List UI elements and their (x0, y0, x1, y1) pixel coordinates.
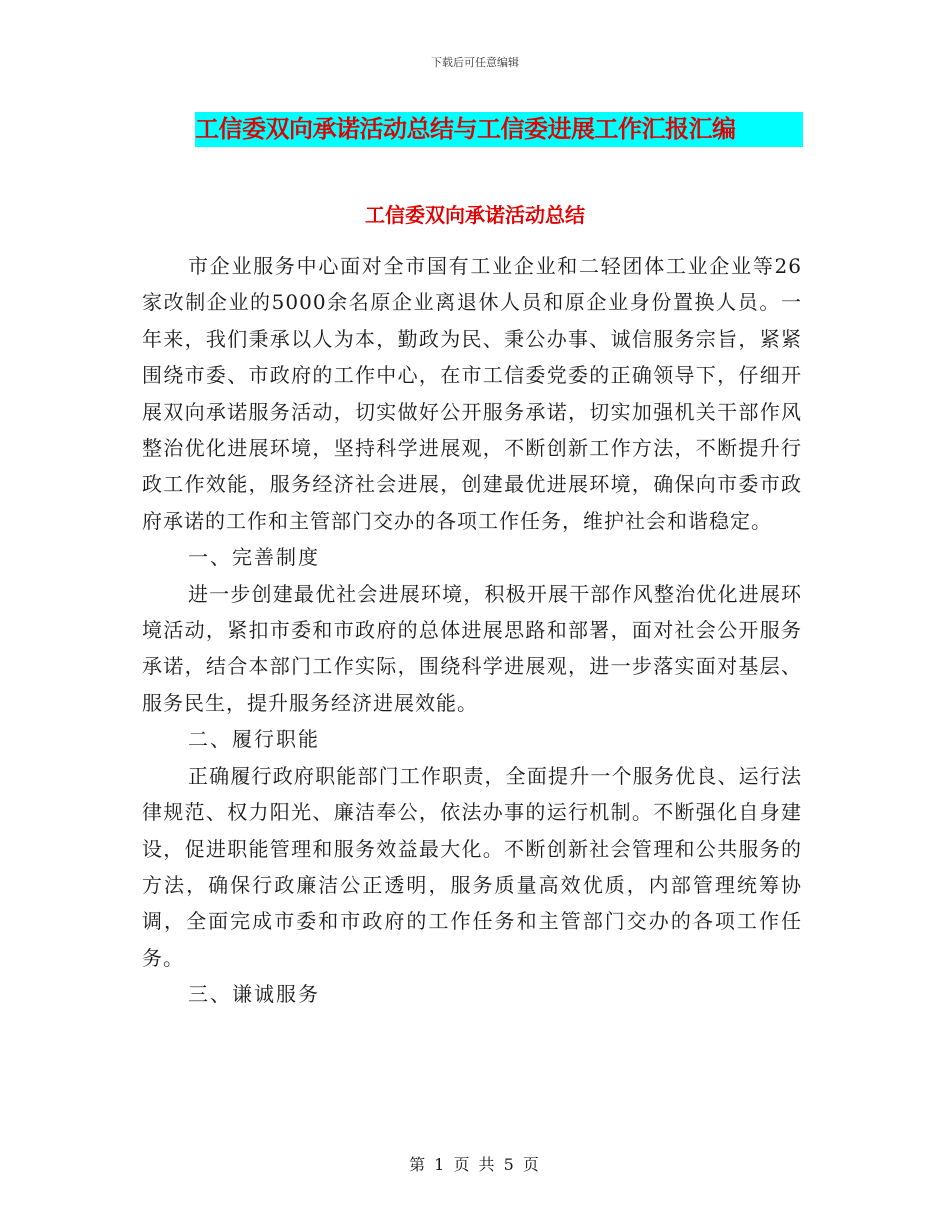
page-number-footer: 第 1 页 共 5 页 (409, 1155, 541, 1174)
body-paragraph: 正确履行政府职能部门工作职责，全面提升一个服务优良、运行法律规范、权力阳光、廉洁奉公，依法办事的运行机制。不断强化自身建设，促进职能管理和服务效益最大化。不断创新社会管理和公共服务的方法，确保行政廉洁公正透明，服务质量高效优质，内部管理统筹协调，全面完成市委和市政府的工作任务和主管部门交办的各项工作任务。 (142, 763, 802, 970)
subsection-heading: 二、履行职能 (188, 727, 320, 752)
subsection-heading: 一、完善制度 (188, 545, 320, 570)
document-body (142, 248, 802, 1013)
document-title: 工信委双向承诺活动总结与工信委进展工作汇报汇编 (195, 112, 803, 147)
section-title: 工信委双向承诺活动总结 (365, 203, 585, 227)
body-paragraph: 市企业服务中心面对全市国有工业企业和二轻团体工业企业等26家改制企业的5000余名原企业离退休人员和原企业身份置换人员。一年来，我们秉承以人为本，勤政为民、秉公办事、诚信服务宗旨，紧紧围绕市委、市政府的工作中心，在市工信委党委的正确领导下，仔细开展双向承诺服务活动，切实做好公开服务承诺，切实加强机关干部作风整治优化进展环境，坚持科学进展观，不断创新工作方法，不断提升行政工作效能，服务经济社会进展，创建最优进展环境，确保向市委市政府承诺的工作和主管部门交办的各项工作任务，维护社会和谐稳定。 (142, 254, 802, 533)
subsection-heading: 三、谦诚服务 (188, 982, 320, 1007)
body-paragraph: 进一步创建最优社会进展环境，积极开展干部作风整治优化进展环境活动，紧扣市委和市政府的总体进展思路和部署，面对社会公开服务承诺，结合本部门工作实际，围绕科学进展观，进一步落实面对基层、服务民生，提升服务经济进展效能。 (142, 581, 802, 715)
page-header-note: 下载后可任意编辑 (431, 56, 519, 69)
